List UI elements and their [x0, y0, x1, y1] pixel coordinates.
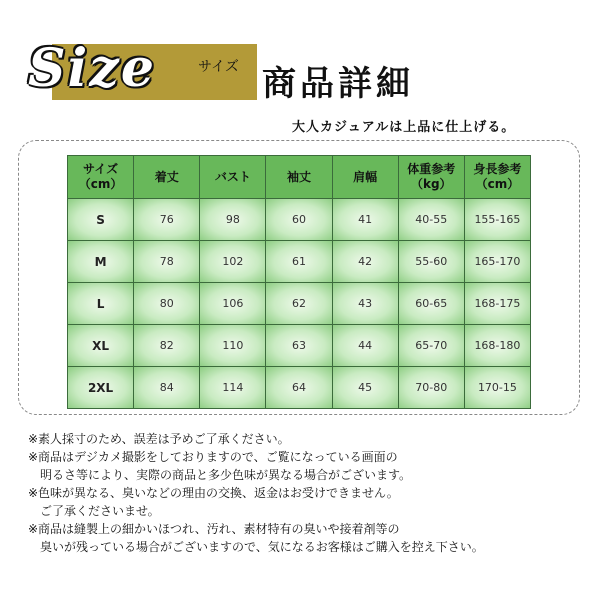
table-row [68, 283, 531, 325]
table-cell: 40-55 [398, 199, 464, 241]
table-cell: S [68, 199, 134, 241]
table-cell: 60-65 [398, 283, 464, 325]
column-header-weight: 体重参考 （kg） [398, 156, 464, 199]
column-header-bust: バスト [200, 156, 266, 199]
size-chart-table [67, 155, 531, 409]
page-title: 商品詳細 [262, 64, 414, 104]
column-header-size: サイズ （cm） [68, 156, 134, 199]
table-cell: 44 [332, 325, 398, 367]
table-row [68, 199, 531, 241]
note-line: ※色味が異なる、臭いなどの理由の交換、返金はお受けできません。 [28, 486, 399, 500]
note-line: ※素人採寸のため、誤差は予めご了承ください。 [28, 432, 290, 446]
table-cell: 70-80 [398, 367, 464, 409]
table-cell: 60 [266, 199, 332, 241]
note-line: 明るさ等により、実際の商品と多少色味が異なる場合がございます。 [28, 468, 412, 482]
column-header-height: 身長参考 （cm） [464, 156, 530, 199]
table-cell: 82 [134, 325, 200, 367]
table-row [68, 325, 531, 367]
table-cell: 165-170 [464, 241, 530, 283]
table-cell: 106 [200, 283, 266, 325]
table-cell: L [68, 283, 134, 325]
note-line: 臭いが残っている場合がございますので、気になるお客様はご購入を控え下さい。 [28, 540, 484, 554]
table-cell: 76 [134, 199, 200, 241]
table-cell: 43 [332, 283, 398, 325]
notes-section [28, 430, 588, 556]
table-cell: 41 [332, 199, 398, 241]
note-line: ご了承くださいませ。 [28, 504, 160, 518]
table-cell: 62 [266, 283, 332, 325]
table-cell: 110 [200, 325, 266, 367]
table-cell: 114 [200, 367, 266, 409]
table-cell: 2XL [68, 367, 134, 409]
table-row [68, 367, 531, 409]
table-cell: 80 [134, 283, 200, 325]
note-line: ※商品はデジカメ撮影をしておりますので、ご覧になっている画面の [28, 450, 398, 464]
table-cell: 64 [266, 367, 332, 409]
table-cell: 170-15 [464, 367, 530, 409]
table-cell: 155-165 [464, 199, 530, 241]
table-cell: XL [68, 325, 134, 367]
table-cell: 63 [266, 325, 332, 367]
note-line: ※商品は縫製上の細かいほつれ、汚れ、素材特有の臭いや接着剤等の [28, 522, 400, 536]
table-row [68, 241, 531, 283]
table-cell: M [68, 241, 134, 283]
table-cell: 168-175 [464, 283, 530, 325]
table-cell: 42 [332, 241, 398, 283]
table-header-row [68, 156, 531, 199]
column-header-shoulder: 肩幅 [332, 156, 398, 199]
size-logo-text: Size [28, 38, 156, 99]
table-cell: 78 [134, 241, 200, 283]
table-cell: 61 [266, 241, 332, 283]
table-cell: 168-180 [464, 325, 530, 367]
table-cell: 55-60 [398, 241, 464, 283]
table-cell: 45 [332, 367, 398, 409]
table-cell: 98 [200, 199, 266, 241]
table-cell: 65-70 [398, 325, 464, 367]
column-header-length: 着丈 [134, 156, 200, 199]
page-header [0, 0, 600, 140]
size-kana-label: サイズ [198, 59, 239, 75]
page-subtitle: 大人カジュアルは上品に仕上げる。 [292, 120, 516, 135]
table-cell: 102 [200, 241, 266, 283]
table-cell: 84 [134, 367, 200, 409]
column-header-sleeve: 袖丈 [266, 156, 332, 199]
